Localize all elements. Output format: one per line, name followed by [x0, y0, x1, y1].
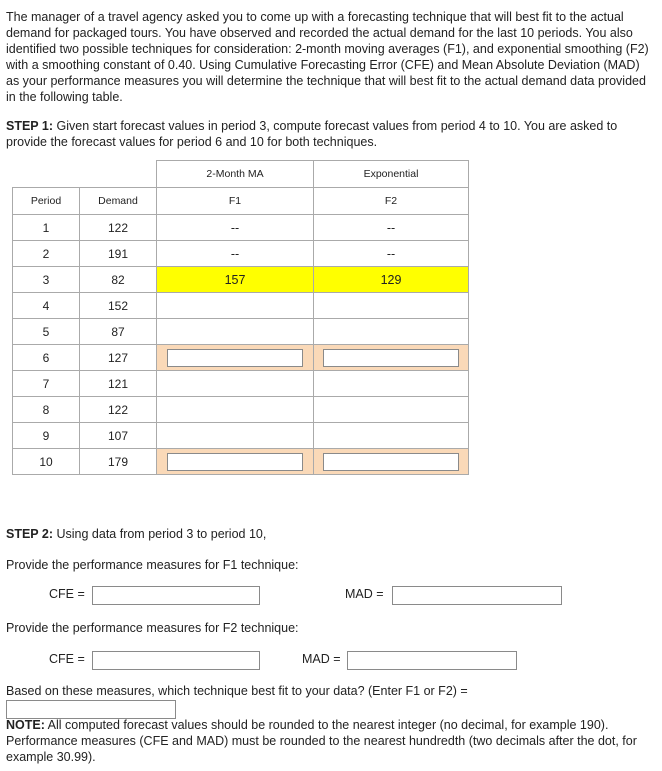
f1-cell: --: [157, 215, 314, 241]
f2-cfe-label: CFE =: [49, 652, 85, 666]
table-row: [13, 449, 469, 475]
table-row: [13, 397, 469, 423]
f2-cell: --: [314, 241, 469, 267]
step2-label: STEP 2:: [6, 527, 54, 541]
header-f1: F1: [157, 188, 314, 215]
demand-cell: 191: [80, 241, 157, 267]
f1-start-cell: 157: [157, 267, 314, 293]
header-exponential: Exponential: [314, 161, 469, 188]
demand-cell: 82: [80, 267, 157, 293]
f1-period6-cell: [157, 345, 314, 371]
demand-cell: 87: [80, 319, 157, 345]
demand-cell: 179: [80, 449, 157, 475]
f2-mad-label: MAD =: [302, 652, 341, 666]
note: [6, 717, 656, 765]
step2-instructions: [6, 527, 266, 541]
f1-cell: [157, 319, 314, 345]
demand-cell: 122: [80, 397, 157, 423]
step1-text: Given start forecast values in period 3, compute forecast values from period 4 to 10. You are asked to provide the forecast values for period 6 and 10 for both techniques.: [6, 119, 618, 149]
note-label: NOTE:: [6, 718, 45, 732]
table-group-header-row: [13, 161, 469, 188]
f2-mad-input[interactable]: [347, 651, 517, 670]
f1-period10-cell: [157, 449, 314, 475]
f2-period6-cell: [314, 345, 469, 371]
period-cell: 9: [13, 423, 80, 449]
period-cell: 1: [13, 215, 80, 241]
f2-cell: [314, 423, 469, 449]
table-row: [13, 241, 469, 267]
table-row: [13, 215, 469, 241]
best-technique-prompt: Based on these measures, which technique best fit to your data? (Enter F1 or F2) =: [6, 684, 468, 698]
period-cell: 2: [13, 241, 80, 267]
f2-cell: [314, 397, 469, 423]
f2-cell: [314, 293, 469, 319]
demand-cell: 127: [80, 345, 157, 371]
table-row: [13, 345, 469, 371]
table-row: [13, 267, 469, 293]
f2-cell: --: [314, 215, 469, 241]
f1-period6-input[interactable]: [167, 349, 303, 367]
table-row: [13, 319, 469, 345]
header-demand: Demand: [80, 188, 157, 215]
f1-cell: --: [157, 241, 314, 267]
table-row: [13, 423, 469, 449]
f1-cell: [157, 371, 314, 397]
period-cell: 10: [13, 449, 80, 475]
header-f2: F2: [314, 188, 469, 215]
period-cell: 6: [13, 345, 80, 371]
period-cell: 8: [13, 397, 80, 423]
problem-intro: The manager of a travel agency asked you to come up with a forecasting technique that will best fit to the actual demand for packaged tours. You have observed and recorded the actual demand for the last 10 periods. You also identified two possible techniques for consideration: 2-month moving averages (F1), and exponential smoothing (F2) with a smoothing constant of 0.40. Using Cumulative Forecasting Error (CFE) and Mean Absolute Deviation (MAD) as your performance measures you will determine the technique that will best fit to the actual demand data provided in the following table.: [6, 10, 649, 104]
f2-period10-input[interactable]: [323, 453, 459, 471]
f1-cfe-input[interactable]: [92, 586, 260, 605]
period-cell: 7: [13, 371, 80, 397]
header-period: Period: [13, 188, 80, 215]
demand-cell: 107: [80, 423, 157, 449]
table-column-header-row: [13, 188, 469, 215]
table-row: [13, 371, 469, 397]
f2-measures-prompt: Provide the performance measures for F2 technique:: [6, 621, 299, 635]
f1-cfe-label: CFE =: [49, 587, 85, 601]
demand-cell: 122: [80, 215, 157, 241]
f1-mad-input[interactable]: [392, 586, 562, 605]
period-cell: 3: [13, 267, 80, 293]
f2-period6-input[interactable]: [323, 349, 459, 367]
demand-cell: 152: [80, 293, 157, 319]
f1-mad-label: MAD =: [345, 587, 384, 601]
forecast-table: [12, 160, 469, 475]
table-row: [13, 293, 469, 319]
step1-label: STEP 1:: [6, 119, 54, 133]
period-cell: 5: [13, 319, 80, 345]
f2-cfe-input[interactable]: [92, 651, 260, 670]
note-text: All computed forecast values should be rounded to the nearest integer (no decimal, for example 190). Performance measures (CFE and MAD) must be rounded to the nearest hundredth (two decimals after the dot, for example 30.99).: [6, 718, 637, 764]
f1-measures-prompt: Provide the performance measures for F1 technique:: [6, 558, 299, 572]
step2-text: Using data from period 3 to period 10,: [53, 527, 267, 541]
f1-cell: [157, 423, 314, 449]
f2-cell: [314, 371, 469, 397]
f1-period10-input[interactable]: [167, 453, 303, 471]
step1-instructions: [6, 118, 656, 150]
f2-start-cell: 129: [314, 267, 469, 293]
header-2-month-ma: 2-Month MA: [157, 161, 314, 188]
f1-cell: [157, 293, 314, 319]
period-cell: 4: [13, 293, 80, 319]
f1-cell: [157, 397, 314, 423]
f2-period10-cell: [314, 449, 469, 475]
demand-cell: 121: [80, 371, 157, 397]
f2-cell: [314, 319, 469, 345]
